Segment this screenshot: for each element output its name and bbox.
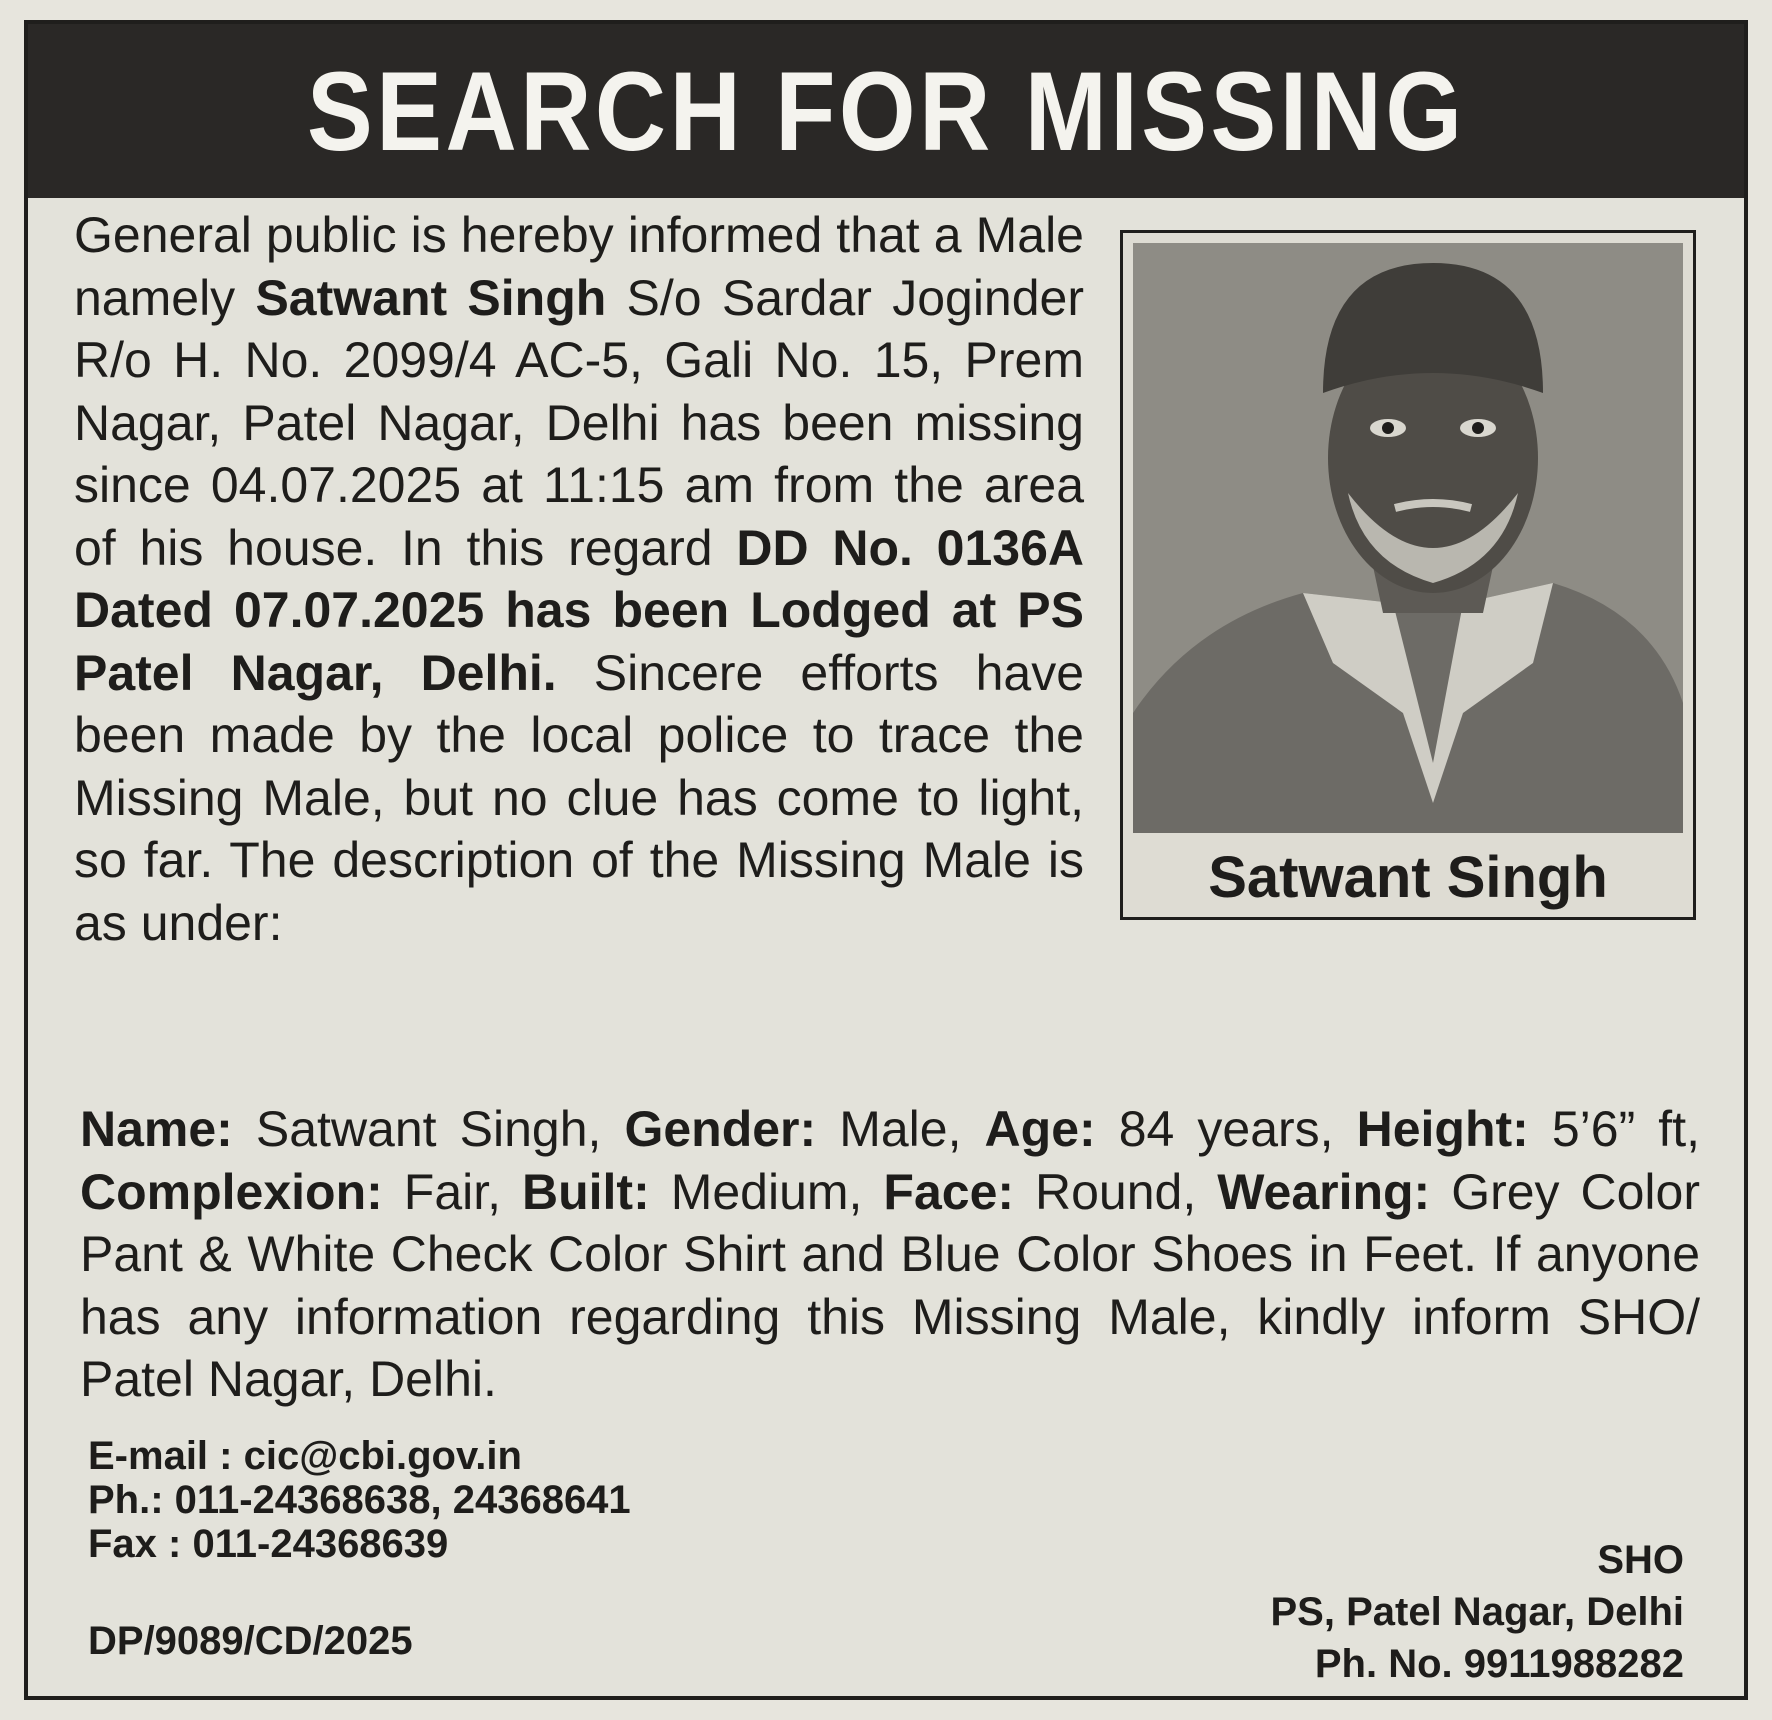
intro-text-2: S/o Sardar Joginder R/o H. No. 2099/4 AC-5, Gali No. 15, Prem Nagar, Patel Nagar, Delhi has been missing since 04.07.2025 at 11:15 am from the area of his house. In this regard <box>74 269 1085 576</box>
built-label: Built: <box>522 1163 650 1220</box>
reference-number: DP/9089/CD/2025 <box>88 1619 413 1663</box>
complexion-value: Fair, <box>382 1163 522 1220</box>
gender-label: Gender: <box>624 1101 817 1157</box>
photo-spacer <box>1084 204 1714 984</box>
height-value: 5’6” ft, <box>1528 1101 1700 1157</box>
missing-person-notice <box>24 20 1748 1700</box>
gender-value: Male, <box>816 1101 985 1157</box>
signature-role: SHO <box>1597 1538 1684 1582</box>
wearing-value: Grey Color Pant & White Check Color Shirt and Blue Color Shoes in Feet. If anyone has any information regarding this Missing Male, kindly inform SHO/ Patel Nagar, Delhi. <box>80 1163 1700 1407</box>
dd-reference: DD No. 0136A Dated 07.07.2025 has been Lodged at PS Patel Nagar, Delhi. <box>74 519 1085 701</box>
intro-text-1: General public is hereby informed that a Male namely <box>74 207 1084 326</box>
face-value: Round, <box>1014 1163 1218 1220</box>
notice-title: SEARCH FOR MISSING <box>306 48 1466 174</box>
face-label: Face: <box>883 1163 1015 1220</box>
intro-text-3: Sincere efforts have been made by the local police to trace the Missing Male, but no clue has come to light, so far. The description of the Missing Male is as under: <box>74 644 1084 951</box>
signature-station: PS, Patel Nagar, Delhi <box>1270 1590 1684 1634</box>
intro-paragraph <box>74 204 1714 984</box>
contact-phone: Ph.: 011-24368638, 24368641 <box>88 1478 631 1522</box>
contact-email: E-mail : cic@cbi.gov.in <box>88 1434 522 1478</box>
description-paragraph <box>80 1098 1700 1411</box>
title-bar <box>28 24 1744 198</box>
photo-caption: Satwant Singh <box>1208 845 1608 910</box>
signature-block <box>1271 1534 1685 1690</box>
signature-phone: Ph. No. 9911988282 <box>1314 1642 1684 1686</box>
age-label: Age: <box>984 1101 1096 1157</box>
missing-person-name: Satwant Singh <box>255 269 607 326</box>
age-value: 84 years, <box>1095 1101 1357 1157</box>
wearing-label: Wearing: <box>1217 1163 1431 1220</box>
contact-fax: Fax : 011-24368639 <box>88 1522 449 1566</box>
height-label: Height: <box>1356 1101 1529 1157</box>
contact-block <box>88 1434 631 1566</box>
complexion-label: Complexion: <box>80 1163 383 1220</box>
name-label: Name: <box>80 1101 233 1157</box>
built-value: Medium, <box>649 1163 884 1220</box>
name-value: Satwant Singh, <box>232 1101 625 1157</box>
